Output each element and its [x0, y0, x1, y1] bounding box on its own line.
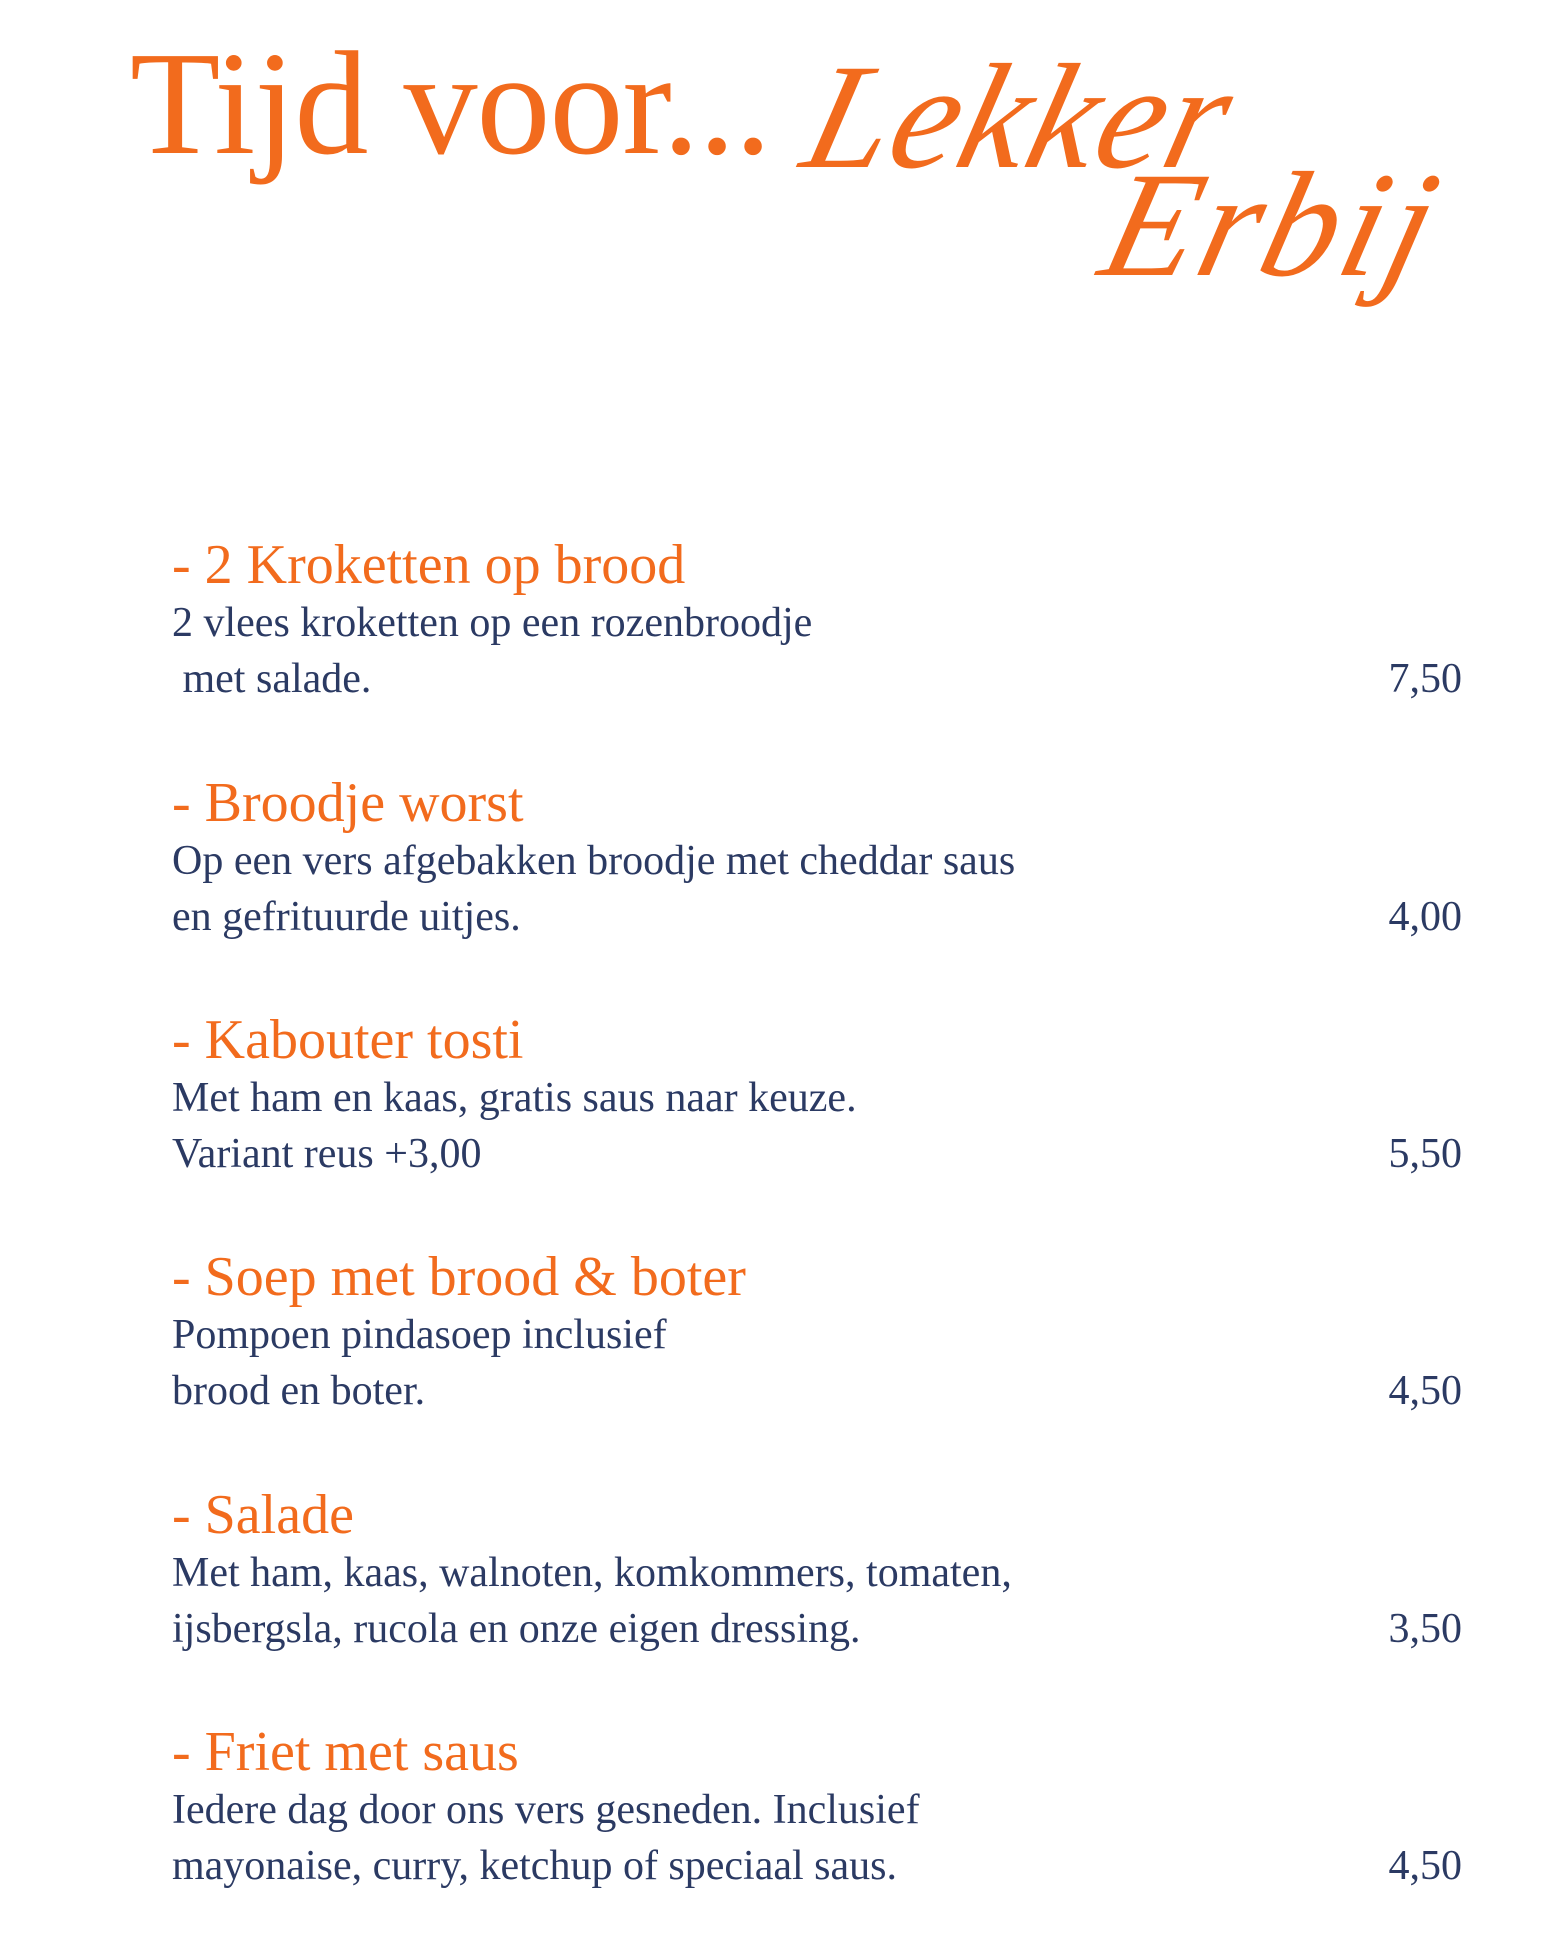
item-price: 4,00 [1388, 894, 1462, 940]
menu-item-broodje-worst [172, 773, 1462, 945]
item-name: - 2 Kroketten op brood [172, 534, 686, 596]
item-description-line: Pompoen pindasoep inclusief [172, 1312, 667, 1358]
menu-item-soep [172, 1247, 1462, 1419]
item-name: - Kabouter tosti [172, 1009, 524, 1071]
item-description-line: Met ham en kaas, gratis saus naar keuze. [172, 1075, 857, 1121]
title-script-line2: Erbij [1087, 142, 1458, 308]
item-name: - Broodje worst [172, 772, 524, 834]
item-description-line: ijsbergsla, rucola en onze eigen dressing. [172, 1606, 861, 1652]
item-description-line: 2 vlees kroketten op een rozenbroodje [172, 600, 813, 646]
item-name: - Soep met brood & boter [172, 1246, 746, 1308]
item-description-line: Met ham, kaas, walnoten, komkommers, tomaten, [172, 1550, 1012, 1596]
item-name: - Salade [172, 1484, 354, 1546]
item-description [172, 1782, 1462, 1894]
item-description-line: brood en boter. [172, 1368, 426, 1414]
item-description [172, 1070, 1462, 1182]
item-price: 4,50 [1388, 1843, 1462, 1889]
menu-item-kroketten [172, 535, 1462, 707]
item-description-line: en gefrituurde uitjes. [172, 894, 521, 940]
menu-item-salade [172, 1485, 1462, 1657]
title-main: Tijd voor... [130, 22, 771, 186]
item-description [172, 833, 1462, 945]
item-description [172, 1545, 1462, 1657]
item-description-line: met salade. [172, 656, 372, 702]
item-description-line: mayonaise, curry, ketchup of speciaal saus. [172, 1843, 898, 1889]
item-price: 5,50 [1388, 1131, 1462, 1177]
item-description [172, 1307, 1462, 1419]
menu-item-kabouter-tosti [172, 1010, 1462, 1182]
item-description-line: Iedere dag door ons vers gesneden. Inclusief [172, 1787, 920, 1833]
item-price: 3,50 [1388, 1606, 1462, 1652]
item-description-line: Op een vers afgebakken broodje met cheddar saus [172, 838, 1016, 884]
item-name: - Friet met saus [172, 1721, 519, 1783]
item-price: 4,50 [1388, 1368, 1462, 1414]
item-price: 7,50 [1388, 656, 1462, 702]
menu-item-friet [172, 1722, 1462, 1894]
title-script-line1: Lekker [789, 34, 1251, 200]
item-description-line: Variant reus +3,00 [172, 1131, 482, 1177]
item-description [172, 595, 1462, 707]
